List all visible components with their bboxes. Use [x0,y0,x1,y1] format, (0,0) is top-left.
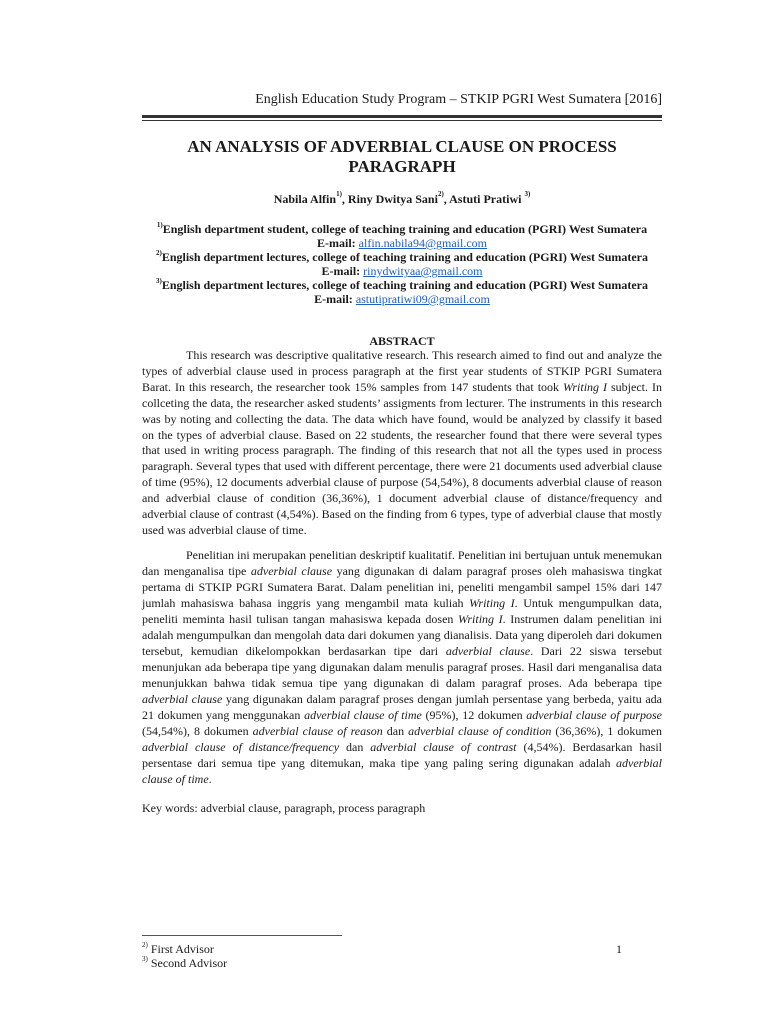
italic-term: adverbial clause of condition [408,724,552,738]
footnote-text: First Advisor [150,942,214,956]
italic-term: Writing I [563,379,608,394]
italic-term: Writing I [469,596,515,610]
text-run: . Dari 22 siswa tersebut menunjukan ada beberapa tipe yang digunakan dalam menulis paragraf proses. Hasil dari menganalisa data menunjukkan bahwa tidak semua tipe yang digunakan di dalam paragraf proses. Ada beberapa tipe [142,644,662,690]
paper-title [142,137,662,177]
abstract-english [142,348,662,539]
affiliation-mark: 3) [155,277,162,285]
text-run: (36,36%), 1 dokumen [551,724,663,738]
author-list [142,191,662,207]
email-line [142,264,662,278]
italic-term: adverbial clause of distance/frequency [142,740,340,754]
italic-term: adverbial clause of reason [252,724,383,738]
italic-term: Writing I [458,612,503,626]
footnote [142,942,227,956]
italic-term: adverbial clause of contrast [370,740,517,754]
affiliation-block [142,222,662,306]
text-run: dan [382,724,409,738]
affiliation-line [142,278,662,292]
email-link[interactable]: astutipratiwi09@gmail.com [355,292,490,306]
email-link[interactable]: alfin.nabila94@gmail.com [358,236,488,250]
affiliation-mark: 2) [155,249,162,257]
italic-term: adverbial clause [142,692,223,706]
author-name: Nabila Alfin [273,192,337,206]
footnote-mark: 2) [142,941,148,949]
affiliation-text: English department student, college of teaching training and education (PGRI) West Sumatera [162,222,648,236]
running-head: English Education Study Program – STKIP PGRI West Sumatera [2016] [255,92,662,107]
text-run: yang digunakan dalam paragraf proses dengan jumlah persentase yang berbeda, yaitu ada 21 dokumen yang menggunakan [142,692,662,722]
text-run: . [208,772,212,786]
italic-term: adverbial clause of time [142,756,662,786]
italic-term: adverbial clause of time [304,708,422,722]
affiliation-line [142,222,662,236]
italic-term: adverbial clause [445,644,531,658]
affiliation-line [142,250,662,264]
email-line [142,292,662,306]
author-separator: , [341,192,348,206]
paper-page [142,0,662,1024]
footnote-mark: 3) [142,955,148,963]
author-name: Riny Dwitya Sani [347,192,438,206]
italic-term: adverbial clause of purpose [526,708,662,722]
page-number: 1 [616,942,622,956]
text-run: (95%), 12 dokumen [421,708,527,722]
affiliation-text: English department lectures, college of teaching training and education (PGRI) West Sumatera [161,250,649,264]
footnote-rule [142,935,342,936]
email-line [142,236,662,250]
text-run: . Untuk mengumpulkan data, peneliti meminta hasil tulisan tangan mahasiswa kepada dosen [142,596,662,626]
header-rule-thin [142,120,662,121]
text-run: (4,54%). Berdasarkan hasil persentase dari semua tipe yang ditemukan, maka tipe yang paling sering digunakan adalah [142,740,662,770]
text-run: dan [339,740,371,754]
author-mark: 3) [524,190,531,198]
text-run: (54,54%), 8 dokumen [142,724,253,738]
italic-term: adverbial clause [250,564,333,578]
title-line: PARAGRAPH [348,157,456,176]
text-run: subject. In collceting the data, the researcher asked students’ assigments from lecturer. The instruments in this research was by noting and collecting the data. The data which have found, would be analyzed by classify it based on the types of adverbial clause. Based on 22 students, the researcher found that there were several types that used in writing process paragraph. The finding of this research that not all the types used in process paragraph. Several types that used with different percentage, there were 21 documents used adverbial clause of time (95%), 12 documents adverbial clause of purpose (54,54%), 8 documents adverbial clause of reason and adverbial clause of condition (36,36%), 1 document adverbial clause of distance/frequency and adverbial clause of contrast (4,54%). Based on the finding from 6 types, type of adverbial clause that mostly used was adverbial clause of time. [142,379,662,537]
footnote-text: Second Advisor [150,956,228,970]
author-mark: 1) [336,190,342,198]
author-mark: 2) [437,190,444,198]
affiliation-mark: 1) [156,221,163,229]
title-line: AN ANALYSIS OF ADVERBIAL CLAUSE ON PROCESS [187,137,617,156]
footnotes [142,942,227,970]
abstract-heading: ABSTRACT [369,334,435,348]
author-separator: , [443,192,450,206]
text-run: yang digunakan di dalam paragraf proses oleh mahasiswa tingkat pertama di STKIP PGRI Sumatera Barat. Dalam penelitian ini, peneliti mengambil sampel 15% dari 147 jumlah mahasiswa bahasa inggris yang mengambil mata kuliah [142,564,662,610]
author-name: Astuti Pratiwi [449,192,522,206]
text-run: This research was descriptive qualitative research. This research aimed to find out and analyze the types of adverbial clause used in process paragraph at the first year students of STKIP PGRI Sumatera Barat. In this research, the researcher took 15% samples from 147 students that took [142,348,662,394]
header-rule-thick [142,115,662,118]
text-run: Penelitian ini merupakan penelitian deskriptif kualitatif. Penelitian ini bertujuan untuk menemukan dan menganalisa tipe [142,548,662,578]
email-label: E-mail: [316,236,359,250]
keywords: Key words: adverbial clause, paragraph, process paragraph [142,801,426,815]
text-run: . Instrumen dalam penelitian ini adalah mengumpulkan dan mengolah data dari dokumen yang dianalisis. Data yang diperoleh dari dokumen tersebut, kemudian dikelompokkan berdasarkan tipe dari [142,612,662,658]
footnote [142,956,227,970]
email-label: E-mail: [314,292,356,306]
affiliation-text: English department lectures, college of teaching training and education (PGRI) West Sumatera [161,278,649,292]
abstract-indonesian [142,547,662,787]
email-label: E-mail: [321,264,364,278]
email-link[interactable]: rinydwityaa@gmail.com [363,264,483,278]
